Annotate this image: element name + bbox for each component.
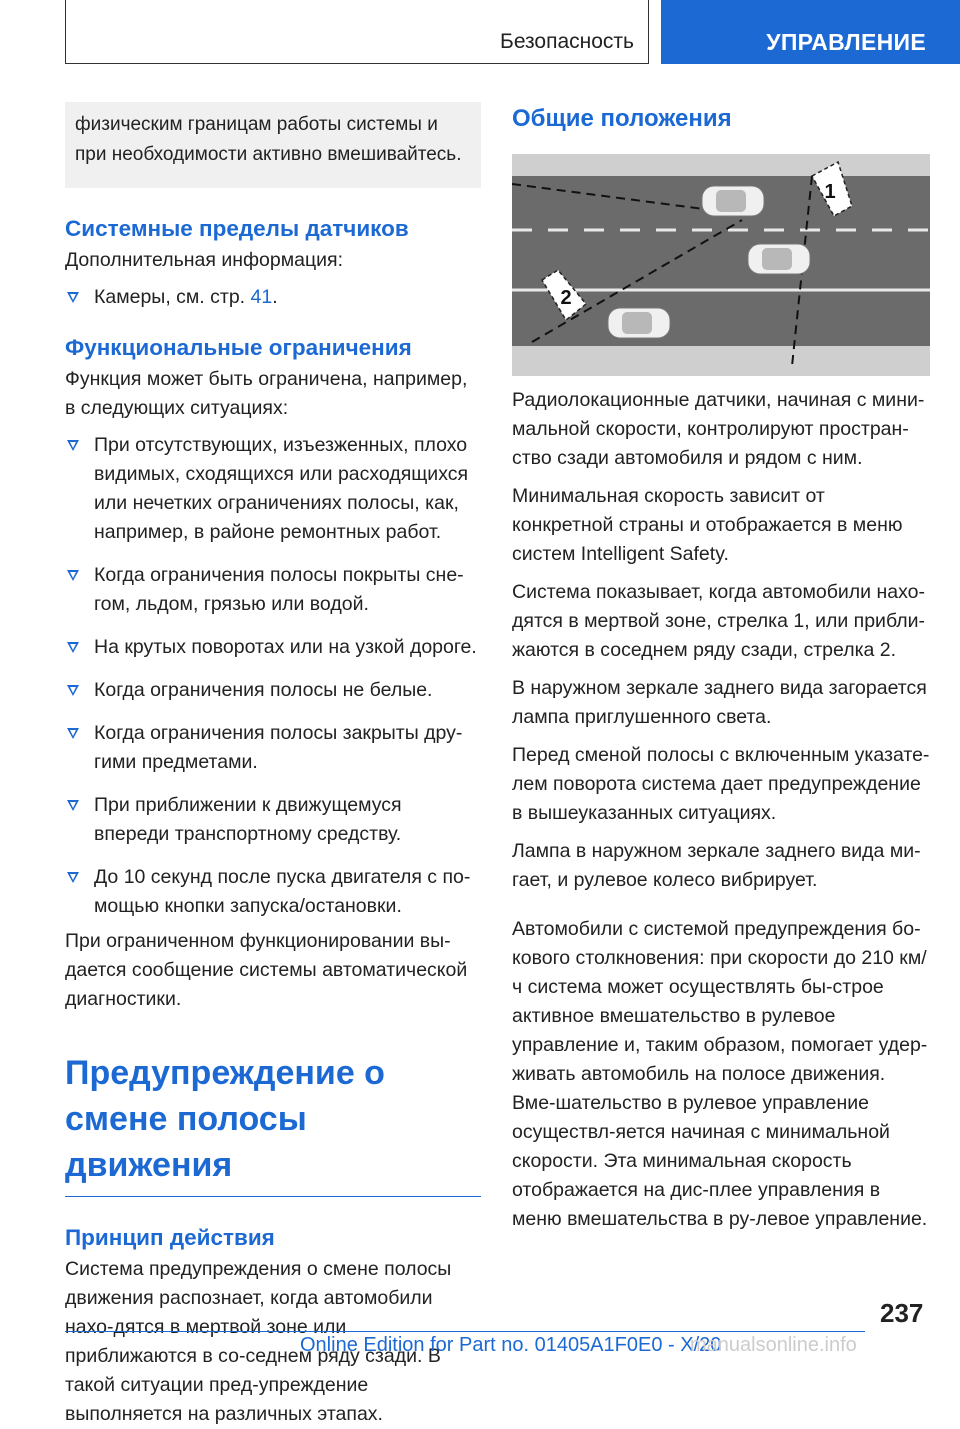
triangle-bullet-icon: [67, 292, 79, 303]
header-chapter-title: УПРАВЛЕНИЕ: [766, 29, 926, 55]
list-item-text: Когда ограничения полосы покрыты сне-гом, льдом, грязью или водой.: [94, 564, 464, 615]
list-item-text: До 10 секунд после пуска двигателя с по-мощью кнопки запуска/остановки.: [94, 866, 471, 917]
triangle-bullet-icon: [67, 728, 79, 739]
sensor-limits-heading: Системные пределы датчиков: [65, 216, 409, 241]
car-icon: [748, 244, 810, 274]
lane-change-illustration: [512, 154, 930, 376]
svg-text:1: 1: [824, 181, 836, 203]
triangle-bullet-icon: [67, 642, 79, 653]
header-chapter-tab[interactable]: [661, 0, 960, 64]
list-item-text: Когда ограничения полосы не белые.: [94, 679, 433, 701]
triangle-bullet-icon: [67, 685, 79, 696]
func-limits-heading: Функциональные ограничения: [65, 335, 412, 360]
paragraph: Система показывает, когда автомобили нахо-дятся в мертвой зоне, стрелка 1, или прибли-жаются в соседнем ряду сзади, стрелка 2.: [512, 581, 926, 661]
page-link[interactable]: 41: [250, 286, 273, 308]
paragraph: Перед сменой полосы с включенным указате-лем поворота система дает предупреждение в вышеуказанных ситуациях.: [512, 744, 930, 824]
triangle-bullet-icon: [67, 440, 79, 451]
list-item-tail: .: [272, 286, 278, 308]
paragraph: Лампа в наружном зеркале заднего вида ми-гает, и рулевое колесо вибрирует.: [512, 840, 921, 891]
principle-text: Система предупреждения о смене полосы движения распознает, когда автомобили нахо-дятся в мертвой зоне или приближаются в со-седнем ряду сзади. В такой ситуации пред-упреждение выполняется на различных этапах.: [65, 1258, 452, 1425]
svg-text:2: 2: [560, 287, 572, 309]
right-column: [512, 96, 930, 1234]
sensor-limits-intro: Дополнительная информация:: [65, 249, 344, 271]
triangle-bullet-icon: [67, 570, 79, 581]
car-icon: [702, 186, 764, 216]
list-item: [65, 633, 481, 662]
note-box: [65, 102, 481, 188]
note-text: физическим границам работы системы и при необходимости активно вмешивайтесь.: [75, 114, 462, 165]
header-section-title: Безопасность: [500, 30, 634, 53]
func-limits-outro: При ограниченном функционировании вы-дается сообщение системы автоматической диагностики.: [65, 930, 468, 1010]
principle-heading: Принцип действия: [65, 1225, 275, 1250]
list-item-text: При отсутствующих, изъезженных, плохо видимых, сходящихся или расходящихся или нечетких ограничениях полосы, как, например, в районе ремонтных работ.: [94, 434, 469, 543]
list-item: [65, 791, 481, 849]
page-number: 237: [880, 1298, 924, 1328]
triangle-bullet-icon: [67, 800, 79, 811]
list-item: [65, 561, 481, 619]
list-item-text: При приближении к движущемуся впереди транспортному средству.: [94, 794, 402, 845]
triangle-bullet-icon: [67, 872, 79, 883]
paragraph: Минимальная скорость зависит от конкретной страны и отображается в меню систем Intelligent Safety.: [512, 485, 903, 565]
list-item: [65, 676, 481, 705]
footer-edition: Online Edition for Part no. 01405A1F0E0 - X/20: [300, 1334, 722, 1356]
list-item-text: Когда ограничения полосы закрыты дру-гими предметами.: [94, 722, 463, 773]
main-section-heading: Предупреждение о смене полосы движения: [65, 1050, 481, 1197]
list-item: [65, 283, 481, 312]
car-icon: [608, 308, 670, 338]
paragraph: Радиолокационные датчики, начиная с мини-мальной скорости, контролируют простран-ство сзади автомобиля и рядом с ним.: [512, 389, 925, 469]
func-limits-intro: Функция может быть ограничена, например, в следующих ситуациях:: [65, 368, 468, 419]
list-item: [65, 863, 481, 921]
footer-watermark: manualsonline.info: [690, 1334, 857, 1356]
footer-divider: [65, 1331, 865, 1332]
left-column: [65, 96, 481, 1429]
list-item: [65, 431, 481, 547]
general-heading: Общие положения: [512, 105, 732, 132]
list-item: [65, 719, 481, 777]
header-section-box: [65, 0, 649, 64]
func-limits-list: [65, 431, 481, 921]
list-item-text: На крутых поворотах или на узкой дороге.: [94, 636, 477, 658]
list-item-text: Камеры, см. стр.: [94, 286, 251, 308]
sensor-limits-list: [65, 283, 481, 312]
paragraph-extra: Автомобили с системой предупреждения бо-кового столкновения: при скорости до 210 км/ч система может осуществлять бы-строе активное вмешательство в рулевое управление и, таким образом, помогает удер-живать автомобиль на полосе движения. Вме-шательство в рулевое управление осуществл-яется начиная с минимальной скорости. Эта минимальная скорость отображается на дис-плее управления в меню вмешательства в ру-левое управление.: [512, 918, 928, 1230]
paragraph: В наружном зеркале заднего вида загорается лампа приглушенного света.: [512, 677, 927, 728]
